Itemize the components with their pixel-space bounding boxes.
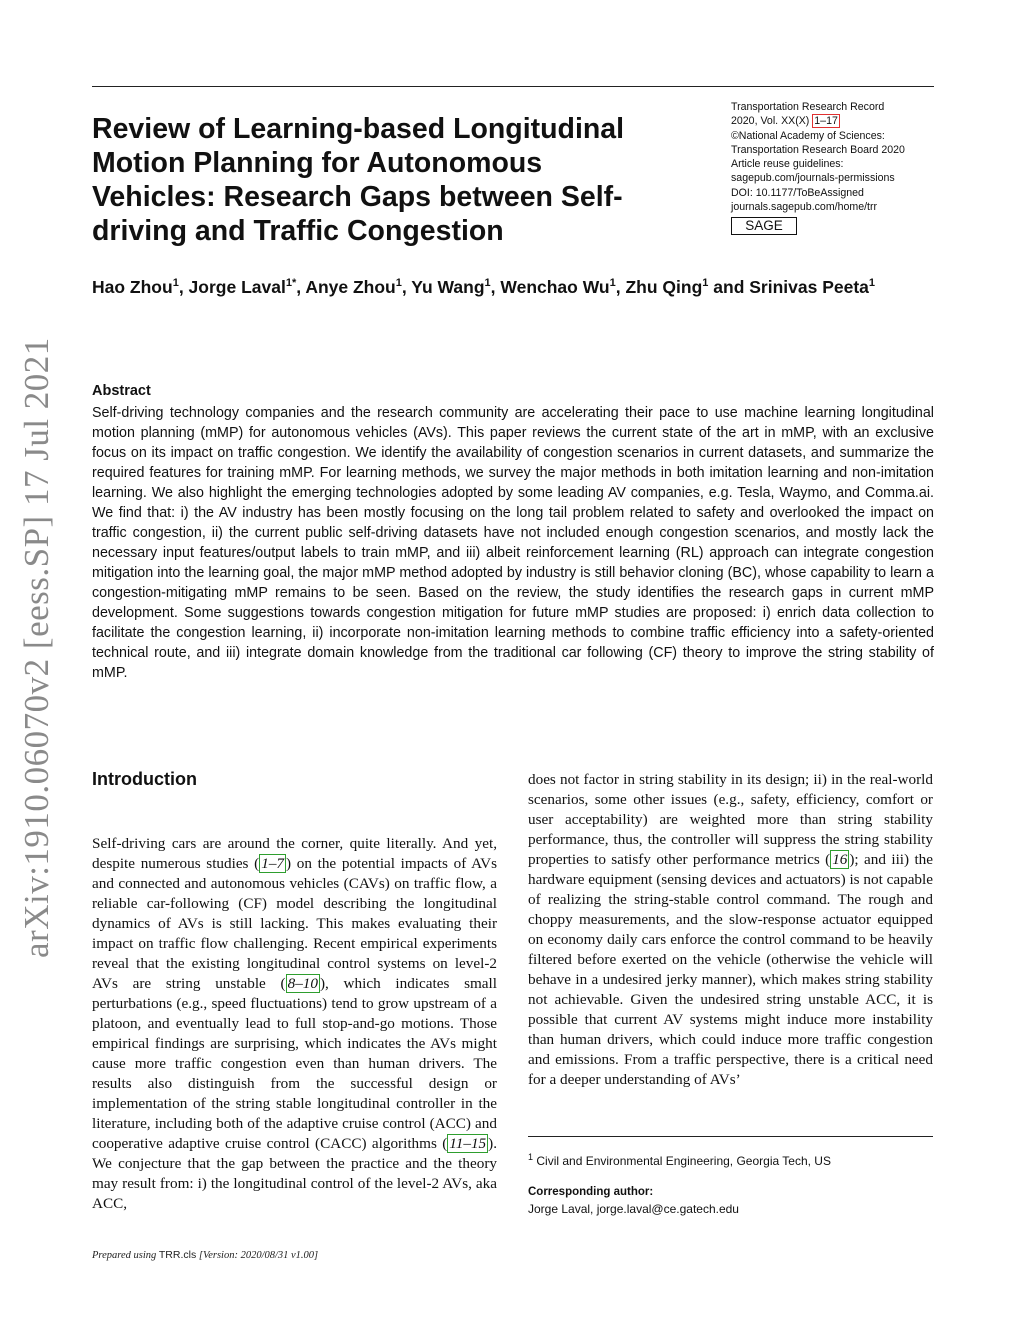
corresponding-author-contact: Jorge Laval, jorge.laval@ce.gatech.edu: [528, 1202, 739, 1216]
journal-name: Transportation Research Record: [731, 101, 885, 113]
corresponding-author-label: Corresponding author:: [528, 1186, 654, 1198]
author-name: Yu Wang: [411, 277, 485, 297]
author-affiliation: 1: [702, 277, 709, 290]
paragraph-text: ). We conjecture that the gap between the practice and the theory may result from: i) the longitudinal control of the level-2 AVs, aka ACC,: [92, 1135, 497, 1212]
top-rule: [92, 86, 934, 87]
paragraph-text: ) on the potential impacts of AVs and connected and autonomous vehicles (CAVs) on traffic flow, a reliable car-following (CF) model describing the longitudinal dynamics of AVs is still lacking. This makes evaluating their impact on traffic flow challenging. Recent empirical experiments reveal that the existing longitudinal control systems on level-2 AVs are string unstable (: [92, 855, 497, 992]
journal-site: journals.sagepub.com/home/trr: [731, 201, 878, 214]
journal-doi: DOI: 10.1177/ToBeAssigned: [731, 186, 864, 199]
affiliation-footnote: [528, 1152, 933, 1168]
page-sep: –: [820, 115, 827, 128]
citation-sep: –: [463, 1135, 471, 1152]
citation-start: 11: [449, 1135, 464, 1152]
author-name: Zhu Qing: [625, 277, 703, 297]
author-affiliation: 1: [484, 277, 491, 290]
footnote-mark: 1: [528, 1152, 534, 1162]
intro-column-left: [92, 834, 497, 1214]
paper-title: Review of Learning-based Longitudinal Motion Planning for Autonomous Vehicles: Research Gaps between Self-driving and Traffic Congestion: [92, 113, 625, 247]
author-affiliation: 1*: [285, 277, 297, 290]
prepared-class-file: TRR.cls: [158, 1249, 197, 1261]
prepared-prefix: Prepared using: [92, 1250, 159, 1261]
journal-permissions: sagepub.com/journals-permissions: [731, 172, 895, 185]
citation-start: 1: [261, 855, 269, 872]
author-name: Hao Zhou: [92, 277, 173, 297]
author-affiliation: 1: [172, 277, 179, 290]
footnote-rule: [528, 1136, 933, 1137]
paragraph-text: does not factor in string stability in its design; ii) in the real-world scenarios, some other issues (e.g., safety, efficiency, comfort or user acceptability) are weighted more than string stability performance, thus, the controller will suppress the string stability properties to satisfy other performance metrics (: [528, 771, 933, 868]
journal-board: Transportation Research Board 2020: [731, 143, 905, 156]
citation-start: 8: [287, 975, 296, 992]
citation-sep: –: [295, 975, 303, 992]
publisher-logo: SAGE: [731, 217, 797, 235]
prepared-using-note: [92, 1249, 318, 1261]
author-affiliation: 1: [395, 277, 402, 290]
citation-end: 10: [302, 975, 318, 992]
abstract-heading: Abstract: [92, 383, 151, 399]
paragraph-text: ); and iii) the hardware equipment (sensing devices and actuators) is not capable of realizing the string-stable control command. The rough and choppy measurements, and the slow-response actuator equipped on economy daily cars enforce the control command to be heavily filtered before exerted on the vehicle (otherwise the vehicle will behave in a undesired jerky manner), which makes string stability not achievable. Given the undesired string unstable ACC, it is possible that current AV systems might induce more instability than human drivers, which could induce more traffic congestion and emissions. From a traffic perspective, there is a critical need for a deeper understanding of AVs’: [528, 851, 933, 1088]
section-heading-introduction: Introduction: [92, 769, 197, 789]
citation-link[interactable]: [259, 854, 286, 873]
journal-volume-text: 2020, Vol. XX(X): [731, 115, 813, 128]
author-name: Srinivas Peeta: [749, 277, 869, 297]
journal-copyright: ©National Academy of Sciences:: [731, 129, 885, 142]
author-name: Wenchao Wu: [500, 277, 610, 297]
citation-link[interactable]: 16: [832, 851, 848, 868]
paragraph-text: ), which indicates small perturbations (e.g., speed fluctuations) tend to grow upstream of a platoon, and eventually lead to full stop-and-go motions. Those empirical findings are surprising, which indicates the AVs might cause more traffic congestion even than human drivers. The results also distinguish from the successful design or implementation of the string stable longitudinal controller in the literature, including both of the adaptive cruise control (ACC) and cooperative adaptive cruise control (CACC) algorithms (: [92, 975, 497, 1152]
author-affiliation: 1: [609, 277, 616, 290]
author-affiliation: 1: [868, 277, 876, 290]
citation-end: 7: [276, 855, 284, 872]
author-name: Anye Zhou: [305, 277, 396, 297]
citation-link[interactable]: [286, 974, 320, 993]
journal-reuse: Article reuse guidelines:: [731, 158, 844, 171]
journal-info: [731, 100, 941, 235]
intro-column-right: [528, 770, 933, 1090]
abstract-body: Self-driving technology companies and the research community are accelerating their pace to use machine learning longitudinal motion planning (mMP) for autonomous vehicles (AVs). This paper reviews the current state of the art in mMP, with an exclusive focus on its impact on traffic congestion. We identify the availability of congestion scenarios in current datasets, and summarize the required features for training mMP. For learning methods, we survey the major methods in both imitation learning and non-imitation learning. We also highlight the emerging technologies adopted by some leading AV companies, e.g. Tesla, Waymo, and Comma.ai. We find that: i) the AV industry has been mostly focusing on the long tail problem related to safety and overlooked the impact on traffic congestion, ii) the current public self-driving datasets have not included enough congestion scenarios, and mostly lack the necessary input features/output labels to train mMP, and iii) albeit reinforcement learning (RL) approach can integrate congestion mitigation into the learning goal, the major mMP method adopted by industry is still behavior cloning (BC), whose capability to learn a congestion-mitigating mMP remains to be seen. Based on the review, the study identifies the research gaps in current mMP development. Some suggestions towards congestion mitigation for future mMP studies are proposed: i) enrich data collection to facilitate the congestion learning, ii) incorporate non-imitation learning methods to combine traffic efficiency into a safety-oriented technical route, and iii) integrate domain knowledge from the traditional car following (CF) theory to improve the string stability of mMP.: [92, 405, 934, 681]
prepared-version: [Version: 2020/08/31 v1.00]: [196, 1250, 319, 1261]
author-name: Jorge Laval: [188, 277, 286, 297]
citation-sep: –: [268, 855, 277, 872]
author-list: Hao Zhou$^1$, Jorge Laval$^{1*}$, Anye Zhou$^1$, Yu Wang$^1$, Wenchao Wu$^1$, Zhu Qing$^1$ and Srinivas Peeta$^1$: [92, 277, 876, 297]
citation-link[interactable]: [447, 1134, 488, 1153]
page-start: 1: [814, 115, 821, 128]
page-end: 17: [826, 115, 838, 128]
paragraph-text: Self-driving cars are around the corner, quite literally. And yet, despite numerous studies (: [92, 835, 497, 872]
page-range-link[interactable]: [812, 114, 840, 128]
journal-volume: [731, 114, 941, 128]
citation-end: 15: [470, 1135, 487, 1152]
arxiv-identifier: arXiv:1910.06070v2 [eess.SP] 17 Jul 2021: [17, 337, 56, 958]
footnote-text: Civil and Environmental Engineering, Georgia Tech, US: [536, 1154, 831, 1168]
